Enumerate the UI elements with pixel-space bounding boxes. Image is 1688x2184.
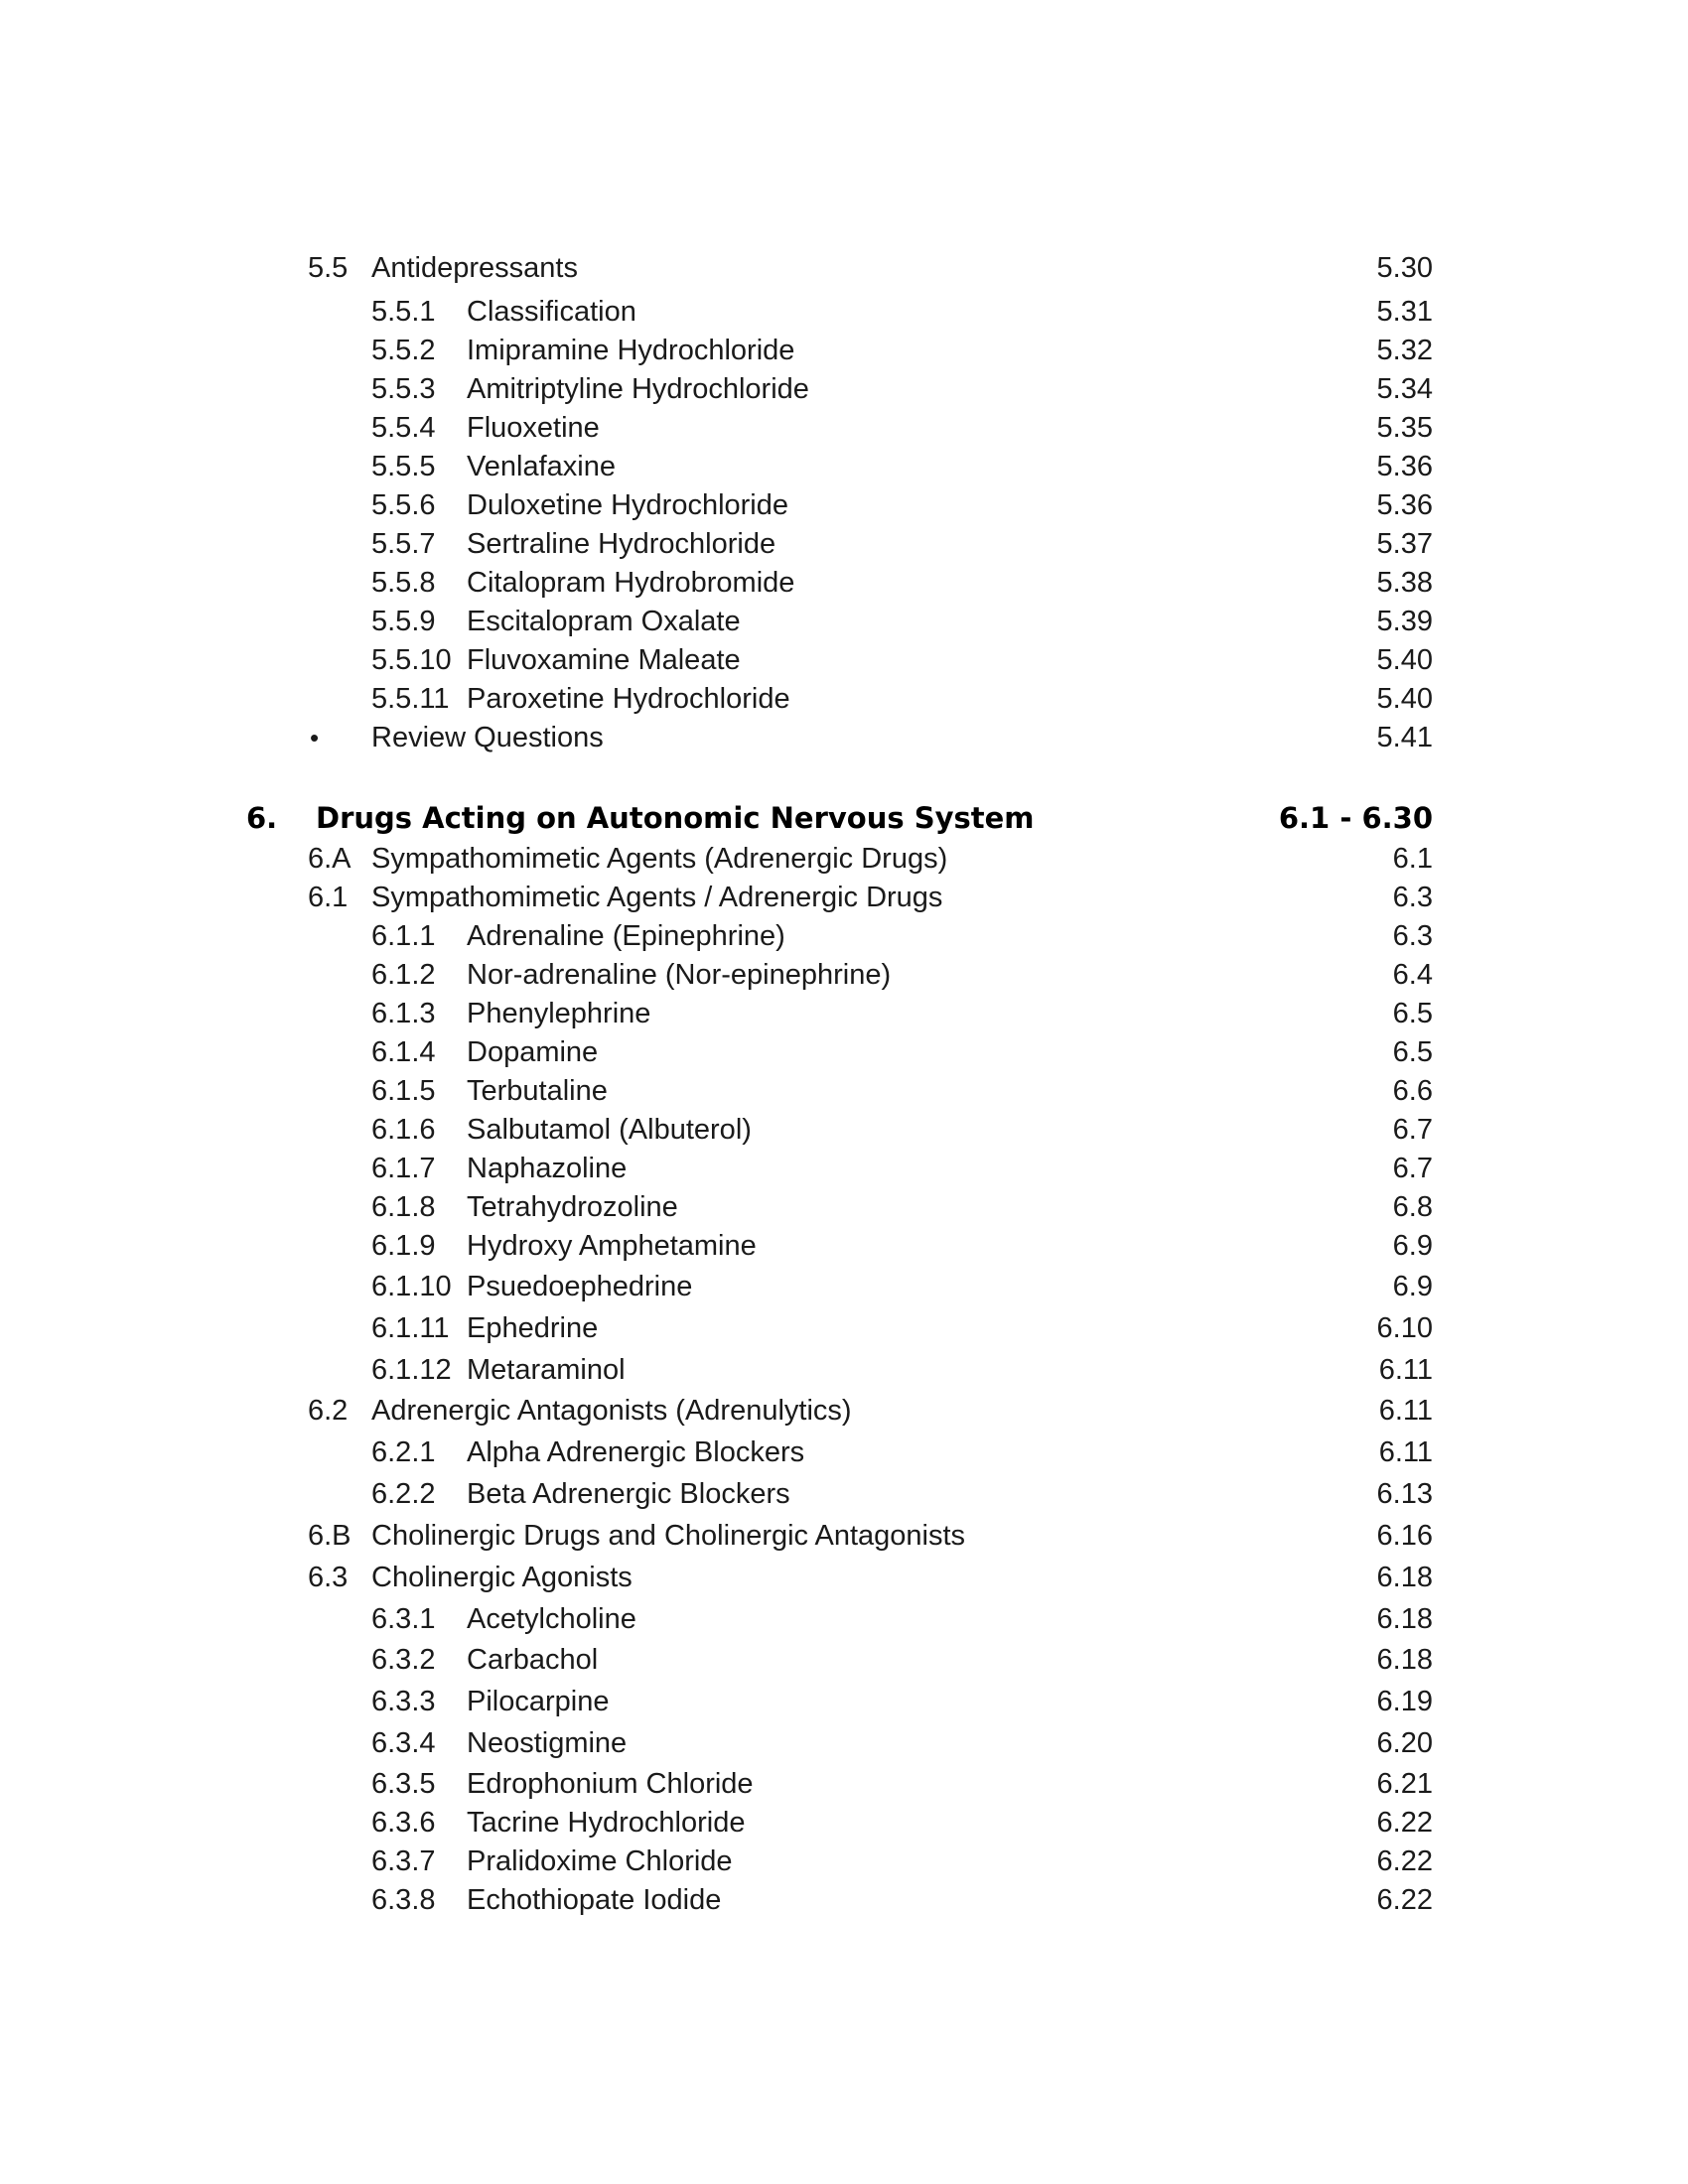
entry-title: Cholinergic Drugs and Cholinergic Antagonists [371, 1520, 966, 1552]
entry-title: Fluvoxamine Maleate [467, 644, 741, 676]
entry-page-number: 6.11 [1378, 1436, 1433, 1468]
entry-number: 6.1 [308, 882, 349, 913]
entry-number: 6.2.2 [371, 1478, 436, 1510]
entry-page-number: 5.39 [1376, 606, 1433, 637]
entry-page-number: 5.38 [1376, 567, 1433, 599]
entry-title: Neostigmine [467, 1727, 628, 1759]
toc-entry[interactable] [0, 994, 1688, 1033]
toc-entry[interactable] [0, 679, 1688, 719]
entry-page-number: 6.1 - 6.30 [1278, 801, 1433, 835]
entry-page-number: 6.19 [1376, 1686, 1433, 1717]
entry-number: 5.5.2 [371, 335, 436, 366]
entry-title: Hydroxy Amphetamine [467, 1230, 757, 1262]
toc-entry[interactable] [0, 1433, 1688, 1472]
toc-entry[interactable] [0, 1226, 1688, 1266]
entry-page-number: 6.16 [1376, 1520, 1433, 1552]
toc-entry[interactable] [0, 1187, 1688, 1227]
entry-title: Sertraline Hydrochloride [467, 528, 776, 560]
toc-entry[interactable] [0, 1474, 1688, 1514]
entry-page-number: 6.11 [1378, 1354, 1433, 1386]
entry-title: Edrophonium Chloride [467, 1768, 754, 1800]
entry-title: Acetylcholine [467, 1603, 636, 1635]
toc-entry[interactable] [0, 1599, 1688, 1639]
entry-title: Duloxetine Hydrochloride [467, 489, 788, 521]
entry-number: 6.1.3 [371, 998, 436, 1029]
entry-number: 5.5 [308, 252, 349, 284]
entry-number: 6.1.11 [371, 1312, 450, 1344]
toc-entry[interactable] [0, 1723, 1688, 1763]
entry-title: Pilocarpine [467, 1686, 610, 1717]
toc-entry[interactable] [0, 718, 1688, 757]
entry-title: Imipramine Hydrochloride [467, 335, 795, 366]
toc-entry[interactable] [0, 1071, 1688, 1111]
entry-title: Adrenaline (Epinephrine) [467, 920, 785, 952]
toc-entry[interactable] [0, 1110, 1688, 1150]
entry-number: 6.1.12 [371, 1354, 452, 1386]
toc-entry[interactable] [0, 1032, 1688, 1072]
entry-title: Venlafaxine [467, 451, 616, 482]
entry-number: 5.5.9 [371, 606, 436, 637]
toc-entry[interactable] [0, 1558, 1688, 1597]
entry-number: 6.1.2 [371, 959, 436, 991]
entry-number: 6.B [308, 1520, 352, 1552]
toc-entry[interactable] [0, 563, 1688, 603]
entry-page-number: 6.22 [1376, 1807, 1433, 1839]
entry-number: 5.5.6 [371, 489, 436, 521]
entry-title: Dopamine [467, 1036, 599, 1068]
entry-page-number: 6.21 [1376, 1768, 1433, 1800]
entry-number: 6.1.1 [371, 920, 436, 952]
entry-number: 6.3.5 [371, 1768, 436, 1800]
entry-page-number: 6.9 [1392, 1230, 1433, 1262]
entry-title: Classification [467, 296, 636, 328]
entry-page-number: 6.8 [1392, 1191, 1433, 1223]
toc-entry[interactable] [0, 1267, 1688, 1306]
toc-entry[interactable] [0, 1640, 1688, 1680]
entry-number: 6.2 [308, 1395, 349, 1427]
entry-page-number: 5.41 [1376, 722, 1433, 753]
entry-page-number: 6.4 [1392, 959, 1433, 991]
entry-title: Review Questions [371, 722, 604, 753]
entry-page-number: 6.5 [1392, 998, 1433, 1029]
toc-entry[interactable] [0, 1880, 1688, 1920]
toc-entry[interactable] [0, 916, 1688, 956]
entry-number: 6.3.2 [371, 1644, 436, 1676]
entry-title: Citalopram Hydrobromide [467, 567, 795, 599]
entry-number: 6.2.1 [371, 1436, 436, 1468]
entry-title: Phenylephrine [467, 998, 651, 1029]
toc-entry[interactable] [0, 485, 1688, 525]
entry-page-number: 6.7 [1392, 1114, 1433, 1146]
toc-entry[interactable] [0, 1350, 1688, 1390]
toc-entry[interactable] [0, 1308, 1688, 1348]
entry-page-number: 6.20 [1376, 1727, 1433, 1759]
entry-title: Amitriptyline Hydrochloride [467, 373, 809, 405]
entry-page-number: 6.11 [1378, 1395, 1433, 1427]
entry-title: Pralidoxime Chloride [467, 1845, 733, 1877]
entry-title: Salbutamol (Albuterol) [467, 1114, 752, 1146]
entry-page-number: 6.22 [1376, 1845, 1433, 1877]
toc-chapter[interactable] [0, 798, 1688, 838]
toc-entry[interactable] [0, 839, 1688, 879]
entry-number: 5.5.7 [371, 528, 436, 560]
toc-entry[interactable] [0, 1391, 1688, 1431]
entry-title: Adrenergic Antagonists (Adrenulytics) [371, 1395, 852, 1427]
entry-title: Beta Adrenergic Blockers [467, 1478, 790, 1510]
toc-entry[interactable] [0, 524, 1688, 564]
entry-title: Sympathomimetic Agents / Adrenergic Drugs [371, 882, 943, 913]
entry-title: Fluoxetine [467, 412, 600, 444]
entry-title: Antidepressants [371, 252, 578, 284]
bullet-icon: • [310, 723, 320, 752]
entry-number: 6.3.1 [371, 1603, 436, 1635]
toc-entry[interactable] [0, 1149, 1688, 1188]
entry-page-number: 6.3 [1392, 920, 1433, 952]
entry-title: Tacrine Hydrochloride [467, 1807, 746, 1839]
entry-page-number: 6.3 [1392, 882, 1433, 913]
entry-page-number: 6.18 [1376, 1603, 1433, 1635]
entry-title: Echothiopate Iodide [467, 1884, 722, 1916]
entry-number: 6.1.4 [371, 1036, 436, 1068]
entry-title: Sympathomimetic Agents (Adrenergic Drugs) [371, 843, 948, 875]
entry-page-number: 6.6 [1392, 1075, 1433, 1107]
entry-number: 6.1.8 [371, 1191, 436, 1223]
entry-number: 6.1.7 [371, 1153, 436, 1184]
entry-page-number: 5.40 [1376, 644, 1433, 676]
entry-number: 6.A [308, 843, 352, 875]
toc-entry[interactable] [0, 408, 1688, 448]
entry-title: Naphazoline [467, 1153, 628, 1184]
toc-entry[interactable] [0, 1803, 1688, 1843]
entry-title: Drugs Acting on Autonomic Nervous System [316, 801, 1035, 835]
entry-page-number: 6.9 [1392, 1271, 1433, 1302]
entry-title: Cholinergic Agonists [371, 1562, 633, 1593]
entry-number: 5.5.5 [371, 451, 436, 482]
entry-title: Psuedoephedrine [467, 1271, 693, 1302]
toc-entry[interactable] [0, 640, 1688, 680]
toc-entry[interactable] [0, 878, 1688, 917]
entry-number: 5.5.11 [371, 683, 450, 715]
toc-entry[interactable] [0, 1516, 1688, 1556]
entry-number: 6. [246, 801, 278, 835]
entry-number: 6.1.9 [371, 1230, 436, 1262]
entry-page-number: 5.40 [1376, 683, 1433, 715]
toc-entry[interactable] [0, 955, 1688, 995]
entry-page-number: 5.35 [1376, 412, 1433, 444]
toc-entry[interactable] [0, 369, 1688, 409]
entry-number: 6.3.6 [371, 1807, 436, 1839]
entry-number: 6.3 [308, 1562, 349, 1593]
entry-number: 6.3.3 [371, 1686, 436, 1717]
entry-page-number: 5.36 [1376, 489, 1433, 521]
entry-page-number: 6.5 [1392, 1036, 1433, 1068]
toc-entry[interactable] [0, 1764, 1688, 1804]
entry-page-number: 6.7 [1392, 1153, 1433, 1184]
entry-number: 5.5.10 [371, 644, 452, 676]
entry-page-number: 5.37 [1376, 528, 1433, 560]
entry-page-number: 5.32 [1376, 335, 1433, 366]
entry-number: 6.3.7 [371, 1845, 436, 1877]
toc-entry[interactable] [0, 447, 1688, 486]
entry-title: Carbachol [467, 1644, 599, 1676]
toc-entry[interactable] [0, 248, 1688, 288]
entry-number: 6.1.5 [371, 1075, 436, 1107]
entry-page-number: 6.1 [1392, 843, 1433, 875]
entry-number: 6.1.10 [371, 1271, 452, 1302]
toc-entry[interactable] [0, 1682, 1688, 1721]
entry-page-number: 6.13 [1376, 1478, 1433, 1510]
entry-number: 6.3.4 [371, 1727, 436, 1759]
entry-page-number: 5.31 [1376, 296, 1433, 328]
entry-page-number: 5.34 [1376, 373, 1433, 405]
entry-page-number: 5.36 [1376, 451, 1433, 482]
entry-page-number: 6.18 [1376, 1562, 1433, 1593]
entry-title: Metaraminol [467, 1354, 626, 1386]
entry-page-number: 6.10 [1376, 1312, 1433, 1344]
toc-entry[interactable] [0, 292, 1688, 332]
entry-title: Tetrahydrozoline [467, 1191, 678, 1223]
entry-number: 5.5.8 [371, 567, 436, 599]
entry-title: Alpha Adrenergic Blockers [467, 1436, 805, 1468]
toc-entry[interactable] [0, 602, 1688, 641]
entry-title: Escitalopram Oxalate [467, 606, 741, 637]
entry-title: Terbutaline [467, 1075, 608, 1107]
entry-title: Nor-adrenaline (Nor-epinephrine) [467, 959, 892, 991]
entry-page-number: 5.30 [1376, 252, 1433, 284]
entry-number: 6.3.8 [371, 1884, 436, 1916]
entry-number: 5.5.3 [371, 373, 436, 405]
entry-page-number: 6.22 [1376, 1884, 1433, 1916]
entry-title: Ephedrine [467, 1312, 599, 1344]
entry-page-number: 6.18 [1376, 1644, 1433, 1676]
entry-number: 5.5.4 [371, 412, 436, 444]
entry-number: 6.1.6 [371, 1114, 436, 1146]
toc-entry[interactable] [0, 1842, 1688, 1881]
toc-entry[interactable] [0, 331, 1688, 370]
entry-number: 5.5.1 [371, 296, 436, 328]
entry-title: Paroxetine Hydrochloride [467, 683, 790, 715]
